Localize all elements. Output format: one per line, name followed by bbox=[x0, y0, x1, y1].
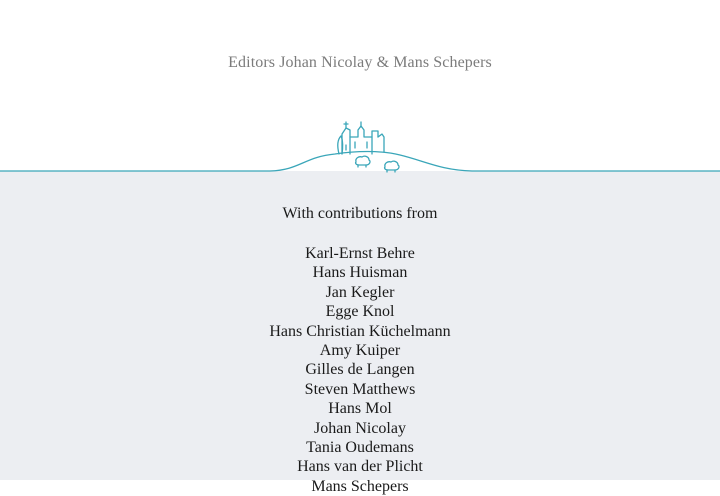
contributor-name: Johan Nicolay bbox=[314, 419, 406, 437]
contributors-list bbox=[0, 244, 720, 496]
contributor-name: Mans Schepers bbox=[311, 477, 409, 495]
contributor-name: Steven Matthews bbox=[304, 380, 416, 398]
contributions-heading: With contributions from bbox=[282, 205, 438, 222]
contributor-name: Karl-Ernst Behre bbox=[305, 245, 415, 262]
contributor-name: Hans Christian Küchelmann bbox=[269, 322, 451, 340]
editors-line: Editors Johan Nicolay & Mans Schepers bbox=[228, 54, 492, 71]
contributor-name: Hans Mol bbox=[328, 400, 392, 418]
contributor-name: Tania Oudemans bbox=[306, 438, 414, 456]
contributor-name: Amy Kuiper bbox=[319, 341, 401, 359]
terp-hill-illustration bbox=[0, 110, 720, 180]
sheep-icon bbox=[356, 156, 399, 172]
contributor-name: Egge Knol bbox=[325, 303, 395, 321]
contributor-name: Hans Huisman bbox=[312, 264, 408, 282]
church-on-mound-icon bbox=[338, 122, 384, 154]
contributor-name: Jan Kegler bbox=[325, 283, 395, 301]
contributor-name: Hans van der Plicht bbox=[297, 458, 423, 476]
contributor-name: Gilles de Langen bbox=[305, 361, 415, 379]
horizon-line bbox=[0, 152, 720, 172]
